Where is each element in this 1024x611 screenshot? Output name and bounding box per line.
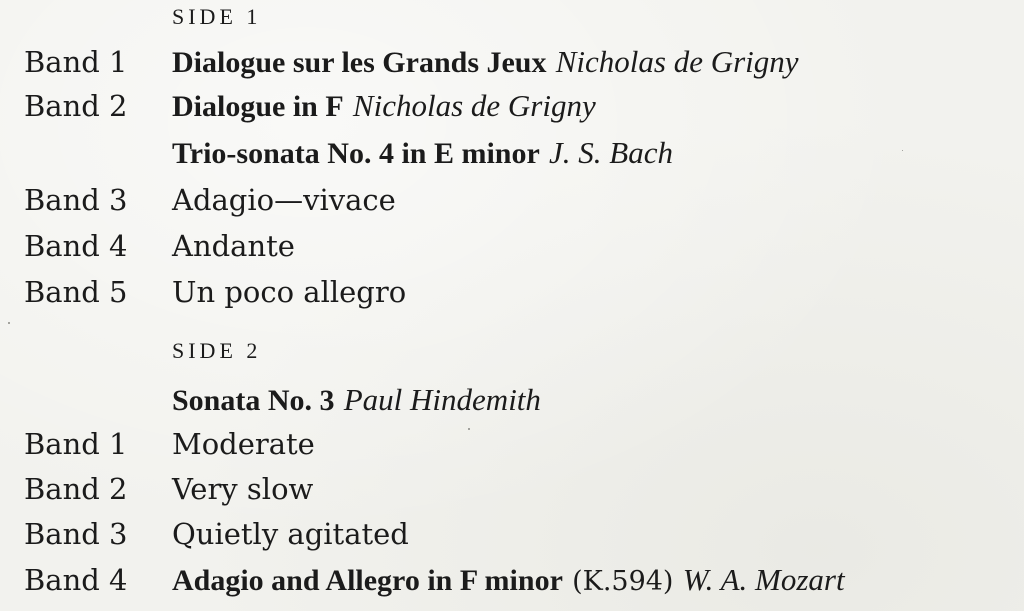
side-1-row-3 (0, 135, 1024, 175)
print-speck (902, 150, 903, 151)
side-1-row-1 (0, 44, 1024, 84)
movement-title: Quietly agitated (172, 517, 409, 551)
track-entry (172, 135, 673, 172)
side-1-row-4 (0, 182, 1024, 222)
band-label: Band 2 (24, 472, 128, 506)
movement-title: Moderate (172, 427, 315, 461)
composer-name: W. A. Mozart (682, 562, 845, 597)
work-title: Trio-sonata No. 4 in E minor (172, 137, 540, 170)
track-entry (172, 44, 799, 81)
work-title: Dialogue sur les Grands Jeux (172, 46, 547, 79)
movement-title: Very slow (172, 472, 314, 506)
track-entry (172, 382, 541, 419)
side-1-row-2 (0, 88, 1024, 128)
band-label: Band 5 (24, 275, 128, 309)
side-2-row-5 (0, 562, 1024, 602)
work-title: Adagio and Allegro in F minor (172, 564, 563, 597)
composer-name: Paul Hindemith (343, 382, 541, 417)
track-entry (172, 88, 596, 125)
band-label: Band 2 (24, 89, 128, 123)
movement-title: Andante (172, 229, 295, 263)
side-1-row-5 (0, 228, 1024, 268)
work-title: Dialogue in F (172, 90, 344, 123)
side-2-row-3 (0, 471, 1024, 511)
band-label: Band 4 (24, 229, 128, 263)
movement-title: Adagio—vivace (172, 183, 396, 217)
catalog-number: (K.594) (572, 566, 674, 597)
side-1-row-6 (0, 274, 1024, 314)
band-label: Band 1 (24, 427, 128, 461)
track-entry (172, 562, 845, 600)
work-title: Sonata No. 3 (172, 384, 335, 417)
band-label: Band 4 (24, 563, 128, 597)
print-speck (468, 428, 470, 430)
composer-name: Nicholas de Grigny (352, 88, 596, 123)
side-2-row-2 (0, 426, 1024, 466)
movement-title: Un poco allegro (172, 275, 407, 309)
print-speck (8, 322, 10, 324)
composer-name: Nicholas de Grigny (555, 44, 799, 79)
band-label: Band 1 (24, 45, 128, 79)
band-label: Band 3 (24, 517, 128, 551)
side-2-row-4 (0, 516, 1024, 556)
side-1-heading: SIDE 1 (172, 4, 262, 29)
side-2-heading: SIDE 2 (172, 338, 262, 363)
composer-name: J. S. Bach (549, 135, 673, 170)
side-2-row-1 (0, 382, 1024, 422)
band-label: Band 3 (24, 183, 128, 217)
